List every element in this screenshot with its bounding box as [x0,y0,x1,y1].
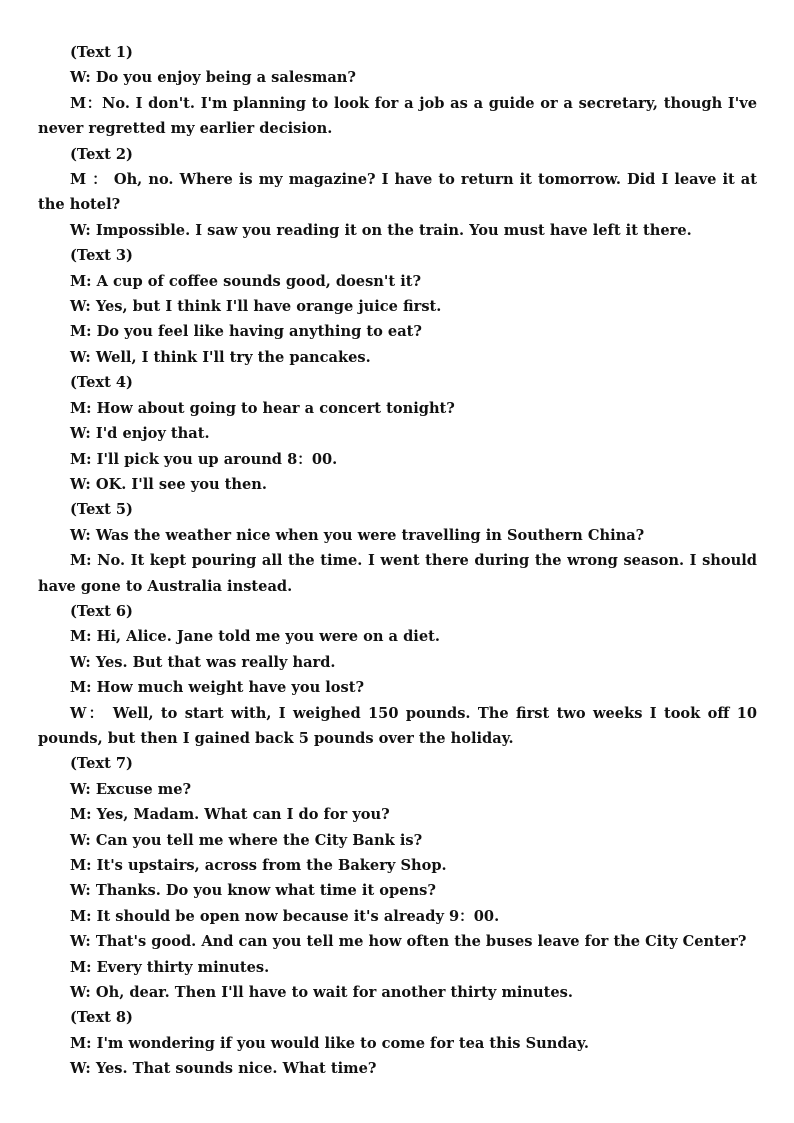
dialogue-line: W: Yes, but I think I'll have orange juice first. [70,298,442,316]
section-heading: (Text 2) [70,145,133,163]
section-heading: (Text 5) [70,501,133,519]
dialogue-line: W: Do you enjoy being a salesman? [70,69,356,87]
dialogue-line: M: Yes, Madam. What can I do for you? [70,806,390,824]
dialogue-line: M: No. It kept pouring all the time. I went there during the wrong season. I should have gone to Australia instead. [38,552,757,595]
section-heading: (Text 3) [70,247,133,265]
dialogue-line: M: Every thirty minutes. [70,958,270,976]
dialogue-line: M: It should be open now because it's already 9：00. [70,907,500,925]
dialogue-line: M: A cup of coffee sounds good, doesn't it? [70,272,422,290]
dialogue-line: M ： Oh, no. Where is my magazine? I have to return it tomorrow. Did I leave it at the hotel? [38,171,757,214]
dialogue-line: W： Well, to start with, I weighed 150 pounds. The first two weeks I took off 10 pounds, but then I gained back 5 pounds over the holiday. [38,704,757,747]
dialogue-line: W: Excuse me? [70,780,192,798]
section-heading: (Text 8) [70,1009,133,1027]
dialogue-line: W: I'd enjoy that. [70,425,210,443]
dialogue-line: M: It's upstairs, across from the Bakery Shop. [70,857,447,874]
transcript-body [38,40,757,1082]
section-heading: (Text 4) [70,374,133,392]
dialogue-line: M: How about going to hear a concert tonight? [70,399,455,417]
dialogue-line: W: Impossible. I saw you reading it on the train. You must have left it there. [70,221,692,239]
dialogue-line: W: Can you tell me where the City Bank is? [70,831,423,849]
dialogue-line: M: How much weight have you lost? [70,679,365,697]
dialogue-line: W: Yes. That sounds nice. What time? [70,1060,377,1078]
dialogue-line: M: I'm wondering if you would like to come for tea this Sunday. [70,1034,589,1052]
dialogue-line: M: Do you feel like having anything to eat? [70,323,422,341]
section-heading: (Text 1) [70,44,133,61]
dialogue-line: W: Was the weather nice when you were travelling in Southern China? [70,526,645,544]
dialogue-line: M：No. I don't. I'm planning to look for a job as a guide or a secretary, though I've never regretted my earlier decision. [38,94,757,138]
section-heading: (Text 6) [70,602,133,620]
dialogue-line: M: Hi, Alice. Jane told me you were on a diet. [70,628,440,646]
section-heading: (Text 7) [70,755,133,773]
dialogue-line: W: That's good. And can you tell me how often the buses leave for the City Center? [70,933,747,951]
dialogue-line: W: OK. I'll see you then. [70,475,267,493]
dialogue-line: W: Oh, dear. Then I'll have to wait for another thirty minutes. [70,984,573,1002]
dialogue-line: W: Well, I think I'll try the pancakes. [70,348,371,366]
dialogue-line: M: I'll pick you up around 8：00. [70,450,338,468]
dialogue-line: W: Yes. But that was really hard. [70,653,336,671]
dialogue-line: W: Thanks. Do you know what time it opens? [70,882,436,900]
